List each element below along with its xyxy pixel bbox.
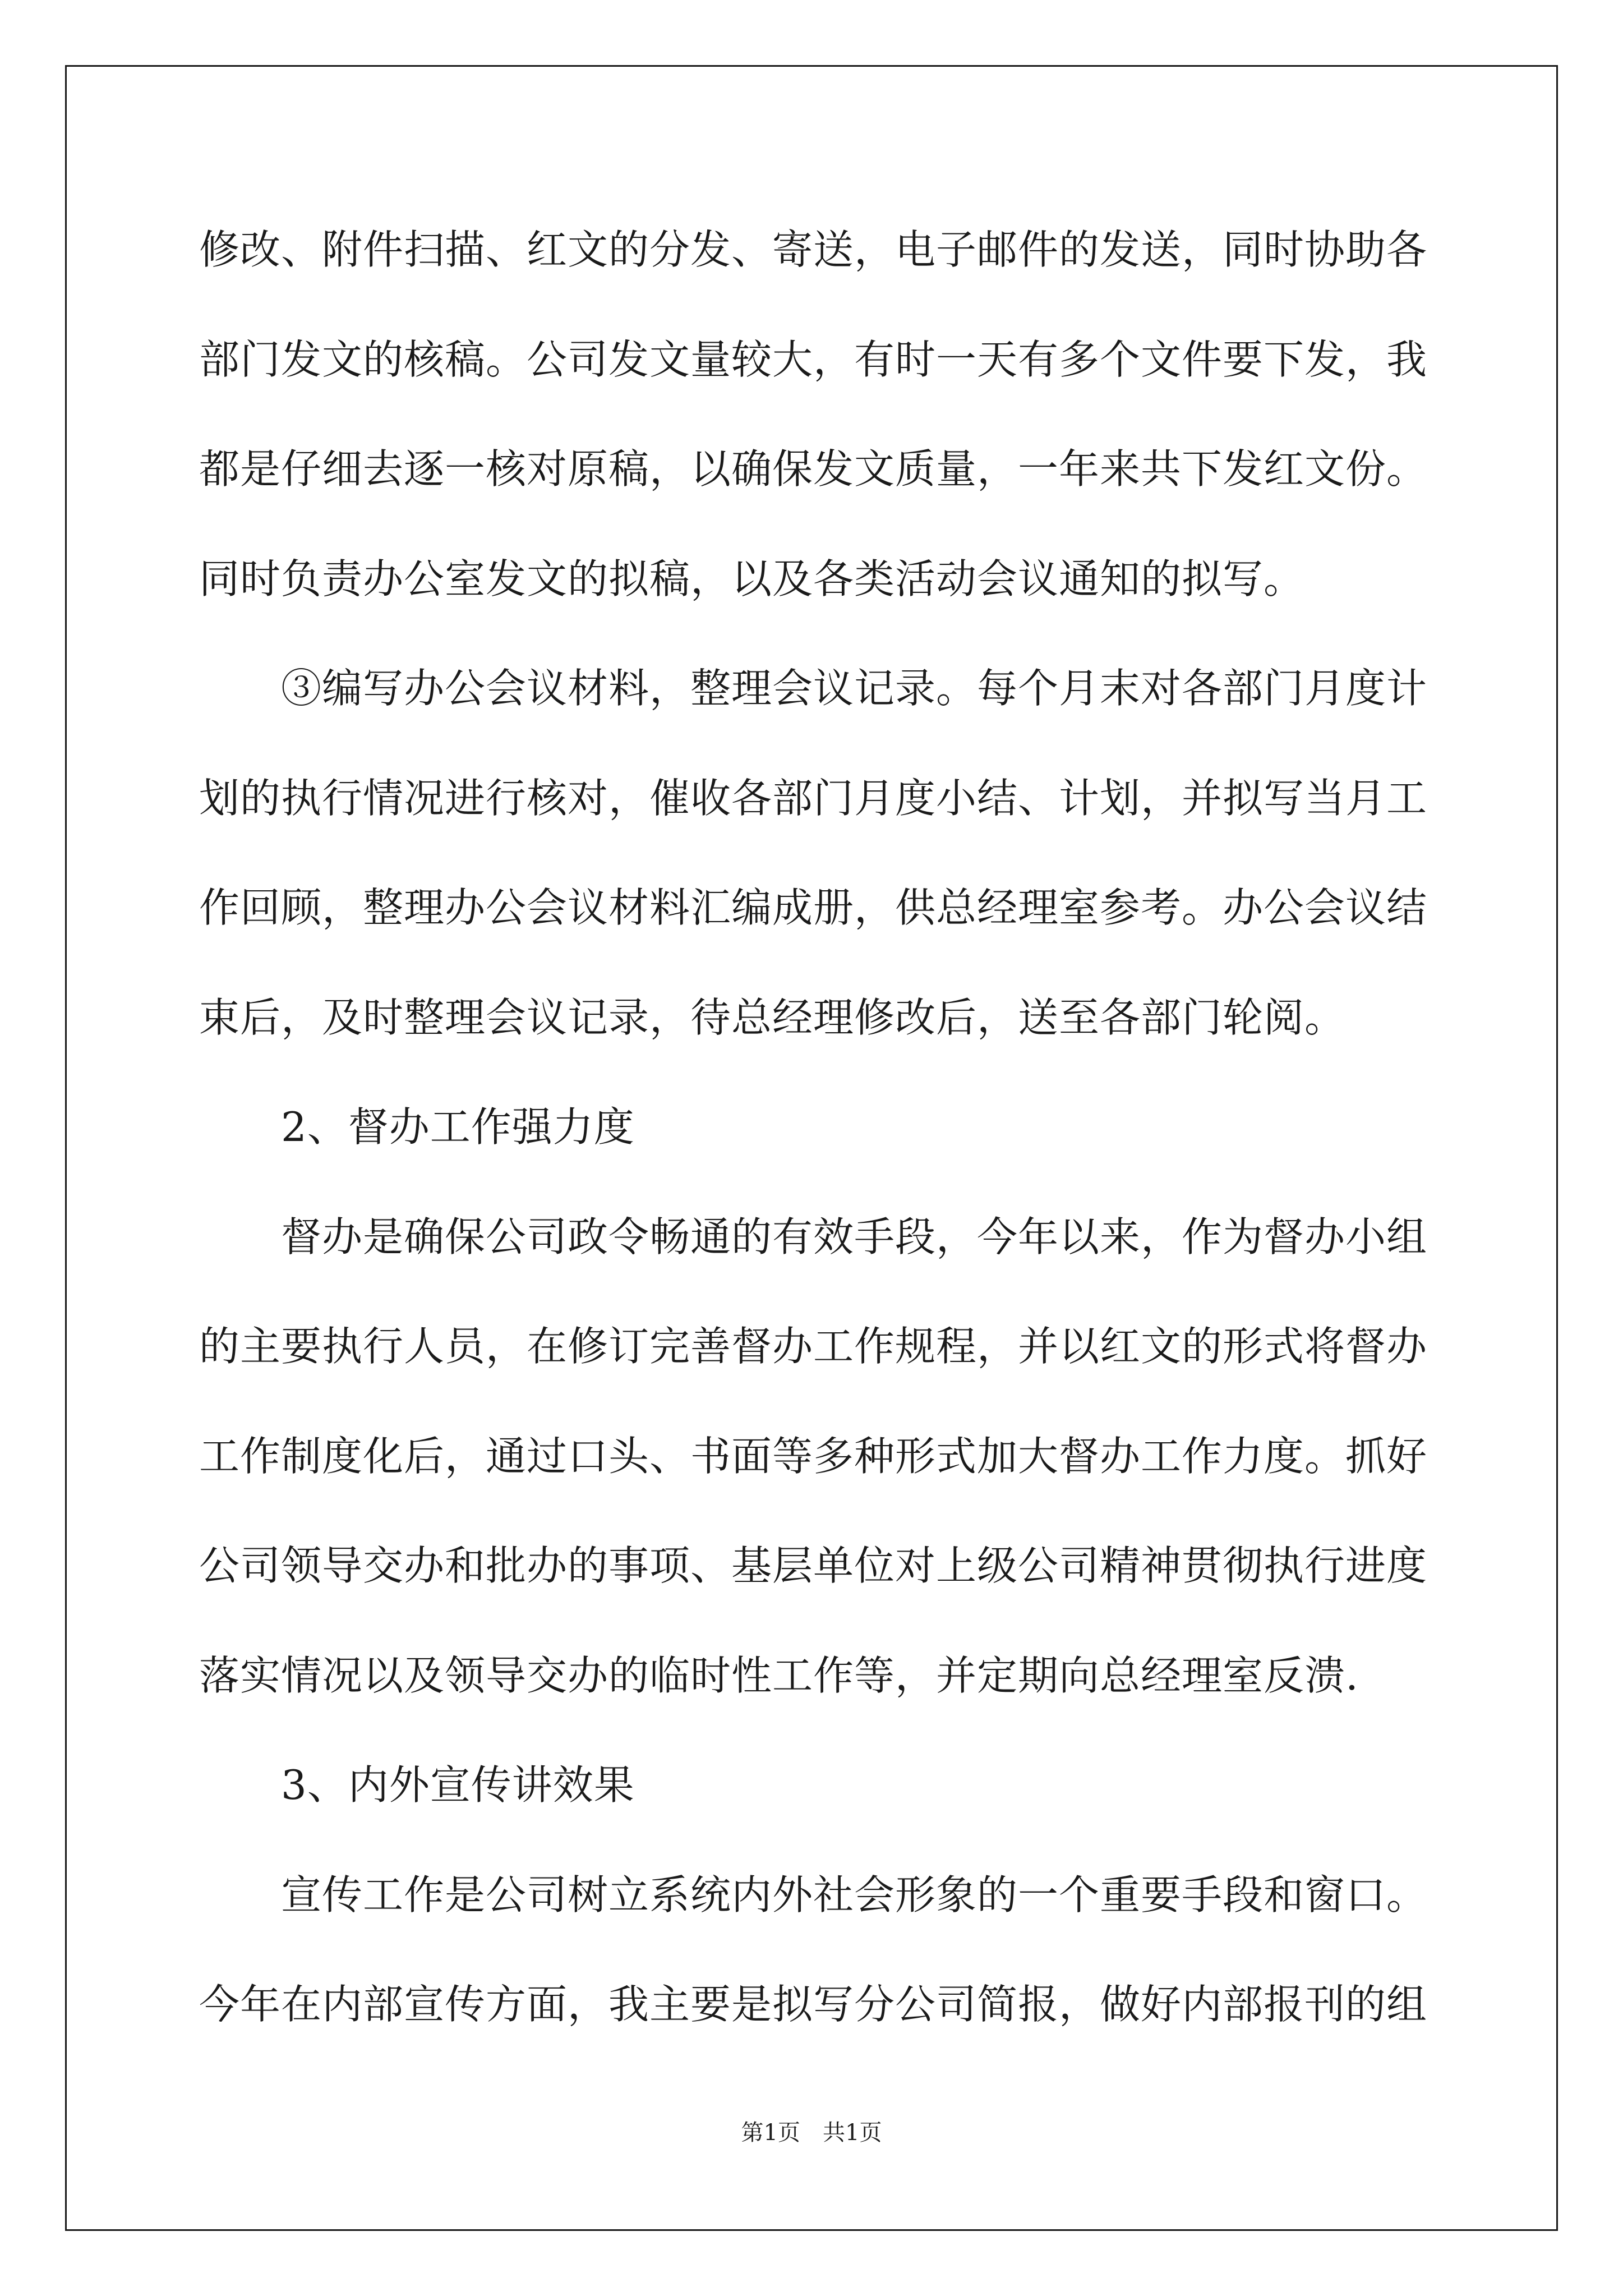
text-line: 作回顾，整理办公会议材料汇编成册，供总经理室参考。办公会议结 bbox=[199, 884, 1428, 931]
text-line: 都是仔细去逐一核对原稿，以确保发文质量，一年来共下发红文份。 bbox=[199, 445, 1428, 493]
text-line: 束后，及时整理会议记录，待总经理修改后，送至各部门轮阅。 bbox=[199, 993, 1346, 1041]
text-line: 工作制度化后，通过口头、书面等多种形式加大督办工作力度。抓好 bbox=[199, 1432, 1428, 1480]
text-line: 修改、附件扫描、红文的分发、寄送，电子邮件的发送，同时协助各 bbox=[199, 226, 1428, 273]
page-footer: 第1页 共1页 bbox=[741, 2120, 882, 2146]
text-line: ③编写办公会议材料，整理会议记录。每个月末对各部门月度计 bbox=[281, 665, 1428, 712]
text-line: 今年在内部宣传方面，我主要是拟写分公司简报，做好内部报刊的组 bbox=[199, 1981, 1428, 2028]
document-body bbox=[199, 195, 1427, 2060]
text-line: 公司领导交办和批办的事项、基层单位对上级公司精神贯彻执行进度 bbox=[199, 1542, 1428, 1589]
text-line: 落实情况以及领导交办的临时性工作等，并定期向总经理室反溃. bbox=[199, 1651, 1359, 1699]
text-line: 部门发文的核稿。公司发文量较大，有时一天有多个文件要下发，我 bbox=[199, 335, 1428, 383]
text-line: 划的执行情况进行核对，催收各部门月度小结、计划，并拟写当月工 bbox=[199, 774, 1428, 822]
text-line: 同时负责办公室发文的拟稿，以及各类活动会议通知的拟写。 bbox=[199, 555, 1305, 602]
text-line: 督办是确保公司政令畅通的有效手段，今年以来，作为督办小组 bbox=[281, 1213, 1428, 1260]
text-line: 宣传工作是公司树立系统内外社会形象的一个重要手段和窗口。 bbox=[281, 1871, 1428, 1918]
text-line: 的主要执行人员，在修订完善督办工作规程，并以红文的形式将督办 bbox=[199, 1323, 1428, 1370]
section-heading: 3、内外宣传讲效果 bbox=[281, 1761, 635, 1809]
section-heading: 2、督办工作强力度 bbox=[281, 1103, 635, 1151]
